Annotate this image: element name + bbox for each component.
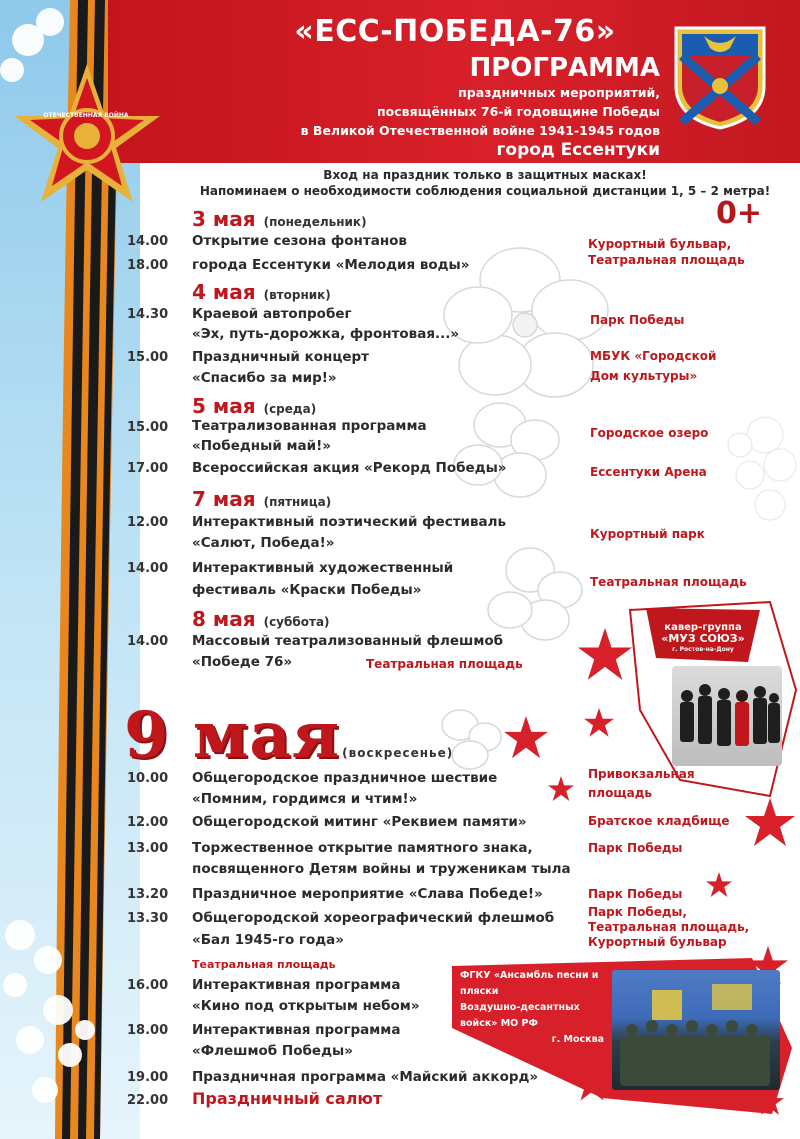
red-star-icon bbox=[745, 798, 795, 848]
red-star-icon bbox=[578, 628, 632, 682]
event-place: Театральная площадь bbox=[590, 575, 747, 589]
muz-line3: г. Ростов-на-Дону bbox=[672, 646, 734, 653]
fgku-line3: войск» МО РФ bbox=[460, 1018, 538, 1029]
day-may9 bbox=[124, 698, 453, 773]
event-title: Общегородское праздничное шествие bbox=[192, 770, 498, 786]
event-title-line2: «Кино под открытым небом» bbox=[192, 998, 420, 1014]
day-may3 bbox=[192, 207, 367, 231]
day-may7-weekday: (пятница) bbox=[263, 495, 332, 509]
event-title-salute: Праздничный салют bbox=[192, 1089, 383, 1108]
subtitle-line-1: праздничных мероприятий, bbox=[458, 85, 660, 100]
event-place: Курортный бульвар, bbox=[588, 237, 732, 251]
event-title: Праздничное мероприятие «Слава Победе!» bbox=[192, 886, 543, 902]
event-place: Парк Победы bbox=[588, 841, 683, 855]
red-star-icon bbox=[584, 708, 614, 738]
event-title-line2: «Салют, Победа!» bbox=[192, 535, 335, 551]
event-time: 14.00 bbox=[127, 234, 169, 249]
day-may9-date: 9 мая bbox=[124, 698, 341, 773]
event-time: 22.00 bbox=[127, 1093, 169, 1108]
event-time: 16.00 bbox=[127, 978, 169, 993]
red-star-icon bbox=[548, 776, 574, 802]
event-title: Массовый театрализованный флешмоб bbox=[192, 633, 504, 649]
day-may8-weekday: (суббота) bbox=[263, 615, 330, 629]
header-text bbox=[250, 14, 660, 160]
event-time: 12.00 bbox=[127, 815, 169, 830]
event-place: Парк Победы bbox=[588, 887, 683, 901]
event-place: Парк Победы, bbox=[588, 905, 687, 919]
event-time: 14.30 bbox=[127, 307, 169, 322]
event-title: Интерактивный художественный bbox=[192, 560, 454, 576]
fgku-line4: г. Москва bbox=[551, 1034, 604, 1045]
day-may5 bbox=[192, 394, 316, 418]
day-may3-weekday: (понедельник) bbox=[263, 215, 367, 229]
event-title-line2: «Помним, гордимся и чтим!» bbox=[192, 791, 418, 807]
event-place-line2: площадь bbox=[588, 786, 652, 800]
day-may4 bbox=[192, 280, 331, 304]
event-title: Театрализованная программа bbox=[192, 418, 427, 434]
subtitle-line-3: в Великой Отечественной войне 1941-1945 годов bbox=[300, 123, 660, 138]
day-may7 bbox=[192, 487, 331, 511]
day-may3-date: 3 мая bbox=[192, 207, 256, 231]
fgku-line1: ФГКУ «Ансамбль песни и пляски bbox=[460, 970, 599, 997]
day-may7-date: 7 мая bbox=[192, 487, 256, 511]
event-time: 12.00 bbox=[127, 515, 169, 530]
event-title: города Ессентуки «Мелодия воды» bbox=[192, 257, 470, 273]
fgku-choir-photo bbox=[612, 970, 780, 1090]
event-place-line3: Курортный бульвар bbox=[588, 935, 727, 949]
day-may4-weekday: (вторник) bbox=[263, 288, 331, 302]
day-may5-weekday: (среда) bbox=[263, 402, 317, 416]
day-may5-date: 5 мая bbox=[192, 394, 256, 418]
notice bbox=[180, 167, 790, 199]
event-title: Интерактивная программа bbox=[192, 1022, 401, 1038]
event-time: 15.00 bbox=[127, 420, 169, 435]
event-title: Всероссийская акция «Рекорд Победы» bbox=[192, 460, 507, 476]
event-place-line2: Дом культуры» bbox=[590, 369, 698, 383]
program-heading: ПРОГРАММА bbox=[469, 53, 660, 83]
event-title: Интерактивный поэтический фестиваль bbox=[192, 514, 507, 530]
age-rating-badge: 0+ bbox=[716, 196, 763, 231]
event-place: Театральная площадь bbox=[588, 253, 745, 267]
event-title-line2: фестиваль «Краски Победы» bbox=[192, 582, 422, 598]
event-title: Открытие сезона фонтанов bbox=[192, 233, 407, 249]
notice-distance: Напоминаем о необходимости соблюдения социальной дистанции 1, 5 – 2 метра! bbox=[199, 184, 771, 198]
red-star-icon bbox=[504, 716, 548, 760]
event-time: 13.00 bbox=[127, 841, 169, 856]
fgku-line2: Воздушно-десантных bbox=[460, 1002, 580, 1013]
red-star-icon bbox=[706, 872, 732, 898]
event-time: 14.00 bbox=[127, 634, 169, 649]
event-title: Праздничная программа «Майский аккорд» bbox=[192, 1069, 539, 1085]
event-title-line2: «Победе 76» bbox=[192, 654, 293, 670]
event-title-line2: «Эх, путь-дорожка, фронтовая...» bbox=[192, 326, 460, 342]
event-time: 18.00 bbox=[127, 258, 169, 273]
day-may9-weekday: (воскресенье) bbox=[342, 746, 454, 760]
event-time: 13.30 bbox=[127, 911, 169, 926]
muz-line1: кавер-группа bbox=[664, 622, 742, 633]
event-time: 18.00 bbox=[127, 1023, 169, 1038]
event-time: 14.00 bbox=[127, 561, 169, 576]
event-title: Праздничный концерт bbox=[192, 349, 369, 365]
event-title: Интерактивная программа bbox=[192, 977, 401, 993]
event-place: Привокзальная bbox=[588, 767, 695, 781]
event-title: Общегородской хореографический флешмоб bbox=[192, 910, 555, 926]
event-title-line2: «Бал 1945-го года» bbox=[192, 932, 344, 948]
day-may4-date: 4 мая bbox=[192, 280, 256, 304]
event-place: Театральная площадь bbox=[366, 657, 523, 671]
event-time: 17.00 bbox=[127, 461, 169, 476]
event-place: Братское кладбище bbox=[588, 814, 730, 828]
event-title-line2: «Спасибо за мир!» bbox=[192, 370, 337, 386]
event-place: Ессентуки Арена bbox=[590, 465, 707, 479]
event-place-pre: Театральная площадь bbox=[192, 958, 336, 971]
muz-line2: «МУЗ СОЮЗ» bbox=[661, 632, 745, 645]
order-star-emblem bbox=[12, 64, 162, 214]
event-time: 15.00 bbox=[127, 350, 169, 365]
muz-soyuz-photo bbox=[672, 666, 782, 766]
subtitle-line-2: посвящённых 76-й годовщине Победы bbox=[377, 104, 660, 119]
event-place: Городское озеро bbox=[590, 426, 709, 440]
event-title: Общегородской митинг «Реквием памяти» bbox=[192, 814, 527, 830]
event-title-line2: посвященного Детям войны и труженикам тыла bbox=[192, 861, 571, 877]
event-place: МБУК «Городской bbox=[590, 349, 717, 363]
city-name: город Ессентуки bbox=[496, 140, 660, 160]
fgku-label bbox=[460, 968, 610, 1048]
muz-soyuz-label bbox=[648, 622, 758, 655]
event-title: Краевой автопробег bbox=[192, 306, 352, 322]
event-title: Торжественное открытие памятного знака, bbox=[192, 840, 533, 856]
event-place: Парк Победы bbox=[590, 313, 685, 327]
event-place-line2: Театральная площадь, bbox=[588, 920, 750, 934]
event-title: «ЕСС-ПОБЕДА-76» bbox=[294, 14, 616, 49]
event-title-line2: «Победный май!» bbox=[192, 438, 331, 454]
event-title-line2: «Флешмоб Победы» bbox=[192, 1043, 353, 1059]
event-place: Курортный парк bbox=[590, 527, 705, 541]
event-time: 10.00 bbox=[127, 771, 169, 786]
day-may8-date: 8 мая bbox=[192, 607, 256, 631]
coat-of-arms-icon bbox=[674, 26, 766, 130]
notice-masks: Вход на праздник только в защитных масках! bbox=[323, 168, 647, 182]
order-star-text: ОТЕЧЕСТВЕННАЯ ВОЙНА bbox=[43, 112, 129, 119]
day-may8 bbox=[192, 607, 330, 631]
event-time: 19.00 bbox=[127, 1070, 169, 1085]
event-time: 13.20 bbox=[127, 887, 169, 902]
